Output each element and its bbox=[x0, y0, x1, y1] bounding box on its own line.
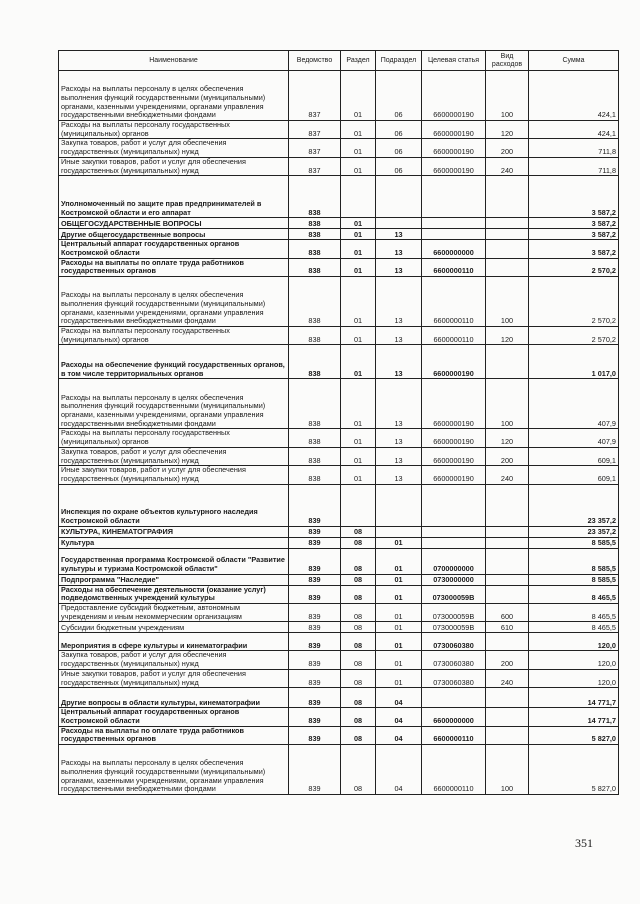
cell-sum: 711,8 bbox=[529, 139, 619, 157]
table-row bbox=[59, 258, 619, 276]
cell-razdel: 08 bbox=[341, 622, 376, 633]
cell-podrazdel: 13 bbox=[376, 379, 422, 429]
cell-vid bbox=[486, 218, 529, 229]
cell-vid bbox=[486, 548, 529, 574]
cell-razdel: 08 bbox=[341, 708, 376, 726]
cell-vedomstvo: 837 bbox=[289, 121, 341, 139]
cell-vedomstvo: 838 bbox=[289, 240, 341, 258]
table-row bbox=[59, 574, 619, 585]
cell-target: 6600000110 bbox=[422, 327, 486, 345]
cell-vedomstvo: 837 bbox=[289, 71, 341, 121]
cell-sum: 424,1 bbox=[529, 121, 619, 139]
cell-razdel: 01 bbox=[341, 71, 376, 121]
cell-vid bbox=[486, 176, 529, 218]
cell-target: 6600000110 bbox=[422, 745, 486, 795]
cell-razdel: 01 bbox=[341, 447, 376, 465]
cell-razdel: 01 bbox=[341, 218, 376, 229]
cell-razdel: 08 bbox=[341, 651, 376, 669]
cell-vedomstvo: 838 bbox=[289, 466, 341, 484]
cell-razdel: 01 bbox=[341, 229, 376, 240]
table-row bbox=[59, 537, 619, 548]
cell-sum: 424,1 bbox=[529, 71, 619, 121]
table-row bbox=[59, 651, 619, 669]
cell-razdel: 01 bbox=[341, 240, 376, 258]
cell-razdel: 08 bbox=[341, 537, 376, 548]
cell-podrazdel bbox=[376, 218, 422, 229]
cell-razdel: 08 bbox=[341, 688, 376, 708]
table-row bbox=[59, 726, 619, 744]
cell-vedomstvo: 839 bbox=[289, 622, 341, 633]
cell-target: 6600000110 bbox=[422, 277, 486, 327]
table-row bbox=[59, 379, 619, 429]
cell-vid bbox=[486, 537, 529, 548]
cell-name: Иные закупки товаров, работ и услуг для обеспечения государственных (муниципальных) нужд bbox=[59, 669, 289, 687]
cell-vid bbox=[486, 708, 529, 726]
cell-razdel: 01 bbox=[341, 139, 376, 157]
cell-name: Субсидии бюджетным учреждениям bbox=[59, 622, 289, 633]
cell-vid: 600 bbox=[486, 604, 529, 622]
cell-podrazdel: 01 bbox=[376, 548, 422, 574]
cell-vid: 100 bbox=[486, 277, 529, 327]
cell-razdel bbox=[341, 484, 376, 526]
cell-podrazdel: 01 bbox=[376, 604, 422, 622]
cell-sum: 3 587,2 bbox=[529, 240, 619, 258]
table-row bbox=[59, 176, 619, 218]
cell-vedomstvo: 839 bbox=[289, 548, 341, 574]
cell-name: Мероприятия в сфере культуры и кинематографии bbox=[59, 633, 289, 651]
cell-name: Закупка товаров, работ и услуг для обеспечения государственных (муниципальных) нужд bbox=[59, 139, 289, 157]
cell-target: 6600000190 bbox=[422, 429, 486, 447]
cell-vedomstvo: 839 bbox=[289, 585, 341, 603]
cell-name: Иные закупки товаров, работ и услуг для обеспечения государственных (муниципальных) нужд bbox=[59, 466, 289, 484]
col-header-vid: Вид расходов bbox=[486, 51, 529, 71]
table-row bbox=[59, 229, 619, 240]
cell-target: 6600000190 bbox=[422, 379, 486, 429]
cell-vid bbox=[486, 258, 529, 276]
cell-sum: 407,9 bbox=[529, 429, 619, 447]
cell-target: 073000059В bbox=[422, 604, 486, 622]
cell-name: Иные закупки товаров, работ и услуг для обеспечения государственных (муниципальных) нужд bbox=[59, 157, 289, 175]
cell-sum: 23 357,2 bbox=[529, 526, 619, 537]
cell-sum: 8 585,5 bbox=[529, 537, 619, 548]
cell-podrazdel: 13 bbox=[376, 429, 422, 447]
cell-sum: 120,0 bbox=[529, 651, 619, 669]
col-header-podrazdel: Подраздел bbox=[376, 51, 422, 71]
cell-vid: 200 bbox=[486, 651, 529, 669]
cell-vedomstvo: 838 bbox=[289, 277, 341, 327]
table-row bbox=[59, 548, 619, 574]
cell-vedomstvo: 839 bbox=[289, 633, 341, 651]
cell-razdel: 08 bbox=[341, 548, 376, 574]
cell-vid bbox=[486, 484, 529, 526]
cell-target: 6600000000 bbox=[422, 240, 486, 258]
cell-vedomstvo: 838 bbox=[289, 429, 341, 447]
cell-sum: 609,1 bbox=[529, 466, 619, 484]
cell-name: Культура bbox=[59, 537, 289, 548]
cell-podrazdel bbox=[376, 176, 422, 218]
cell-vid bbox=[486, 526, 529, 537]
cell-sum: 8 585,5 bbox=[529, 574, 619, 585]
cell-podrazdel: 01 bbox=[376, 633, 422, 651]
cell-name: Расходы на выплаты персоналу в целях обеспечения выполнения функций государственными (муниципальными) органами, казенными учреждениями, органами управления государственными внебюджетными фондами bbox=[59, 71, 289, 121]
cell-name: Закупка товаров, работ и услуг для обеспечения государственных (муниципальных) нужд bbox=[59, 651, 289, 669]
cell-vid bbox=[486, 574, 529, 585]
cell-name: Расходы на выплаты персоналу государственных (муниципальных) органов bbox=[59, 429, 289, 447]
cell-podrazdel: 06 bbox=[376, 121, 422, 139]
table-row bbox=[59, 622, 619, 633]
table-row bbox=[59, 708, 619, 726]
table-row bbox=[59, 429, 619, 447]
cell-podrazdel: 04 bbox=[376, 688, 422, 708]
cell-name: Подпрограмма "Наследие" bbox=[59, 574, 289, 585]
cell-name: Уполномоченный по защите прав предпринимателей в Костромской области и его аппарат bbox=[59, 176, 289, 218]
cell-podrazdel: 04 bbox=[376, 745, 422, 795]
cell-vedomstvo: 839 bbox=[289, 726, 341, 744]
cell-podrazdel: 13 bbox=[376, 447, 422, 465]
cell-vedomstvo: 838 bbox=[289, 229, 341, 240]
cell-razdel: 08 bbox=[341, 669, 376, 687]
cell-name: Расходы на выплаты персоналу в целях обеспечения выполнения функций государственными (муниципальными) органами, казенными учреждениями, органами управления государственными внебюджетными фондами bbox=[59, 277, 289, 327]
cell-vid: 120 bbox=[486, 429, 529, 447]
cell-podrazdel: 13 bbox=[376, 277, 422, 327]
cell-podrazdel bbox=[376, 526, 422, 537]
col-header-razdel: Раздел bbox=[341, 51, 376, 71]
cell-sum: 8 465,5 bbox=[529, 604, 619, 622]
cell-podrazdel: 01 bbox=[376, 537, 422, 548]
cell-vid: 240 bbox=[486, 157, 529, 175]
cell-target: 073000059В bbox=[422, 622, 486, 633]
cell-podrazdel: 13 bbox=[376, 229, 422, 240]
cell-sum: 2 570,2 bbox=[529, 277, 619, 327]
table-header-row bbox=[59, 51, 619, 71]
cell-podrazdel: 01 bbox=[376, 651, 422, 669]
cell-sum: 3 587,2 bbox=[529, 229, 619, 240]
cell-sum: 5 827,0 bbox=[529, 726, 619, 744]
cell-razdel: 08 bbox=[341, 585, 376, 603]
cell-razdel: 08 bbox=[341, 574, 376, 585]
cell-vid: 610 bbox=[486, 622, 529, 633]
cell-vid: 200 bbox=[486, 139, 529, 157]
cell-sum: 1 017,0 bbox=[529, 345, 619, 379]
cell-name: Центральный аппарат государственных органов Костромской области bbox=[59, 708, 289, 726]
cell-vedomstvo: 837 bbox=[289, 157, 341, 175]
cell-vedomstvo: 839 bbox=[289, 574, 341, 585]
cell-name: Другие вопросы в области культуры, кинематографии bbox=[59, 688, 289, 708]
cell-podrazdel: 13 bbox=[376, 240, 422, 258]
col-header-sum: Сумма bbox=[529, 51, 619, 71]
cell-podrazdel: 13 bbox=[376, 327, 422, 345]
cell-name: Расходы на выплаты персоналу государственных (муниципальных) органов bbox=[59, 121, 289, 139]
cell-target bbox=[422, 229, 486, 240]
cell-razdel: 08 bbox=[341, 726, 376, 744]
cell-target bbox=[422, 537, 486, 548]
cell-podrazdel bbox=[376, 484, 422, 526]
budget-table bbox=[58, 50, 619, 795]
cell-sum: 2 570,2 bbox=[529, 327, 619, 345]
table-row bbox=[59, 484, 619, 526]
page-number: 351 bbox=[575, 836, 593, 850]
cell-vedomstvo: 839 bbox=[289, 651, 341, 669]
cell-vedomstvo: 839 bbox=[289, 669, 341, 687]
cell-podrazdel: 01 bbox=[376, 622, 422, 633]
cell-name: Закупка товаров, работ и услуг для обеспечения государственных (муниципальных) нужд bbox=[59, 447, 289, 465]
table-row bbox=[59, 745, 619, 795]
cell-sum: 609,1 bbox=[529, 447, 619, 465]
cell-target bbox=[422, 526, 486, 537]
cell-sum: 8 465,5 bbox=[529, 622, 619, 633]
cell-razdel: 01 bbox=[341, 345, 376, 379]
cell-vedomstvo: 839 bbox=[289, 537, 341, 548]
cell-razdel: 01 bbox=[341, 466, 376, 484]
cell-target bbox=[422, 218, 486, 229]
cell-vedomstvo: 838 bbox=[289, 218, 341, 229]
cell-target: 0730000000 bbox=[422, 574, 486, 585]
cell-name: Расходы на обеспечение функций государственных органов, в том числе территориальных органов bbox=[59, 345, 289, 379]
cell-vedomstvo: 839 bbox=[289, 745, 341, 795]
cell-sum: 14 771,7 bbox=[529, 688, 619, 708]
cell-razdel: 01 bbox=[341, 121, 376, 139]
table-row bbox=[59, 277, 619, 327]
col-header-vedomstvo: Ведомство bbox=[289, 51, 341, 71]
cell-target: 0730060380 bbox=[422, 669, 486, 687]
table-row bbox=[59, 157, 619, 175]
table-row bbox=[59, 71, 619, 121]
cell-vedomstvo: 838 bbox=[289, 327, 341, 345]
cell-name: Расходы на выплаты персоналу в целях обеспечения выполнения функций государственными (муниципальными) органами, казенными учреждениями, органами управления государственными внебюджетными фондами bbox=[59, 379, 289, 429]
cell-name: Другие общегосударственные вопросы bbox=[59, 229, 289, 240]
cell-target: 6600000190 bbox=[422, 139, 486, 157]
cell-razdel: 08 bbox=[341, 604, 376, 622]
cell-sum: 3 587,2 bbox=[529, 218, 619, 229]
cell-vid bbox=[486, 240, 529, 258]
cell-vedomstvo: 837 bbox=[289, 139, 341, 157]
cell-razdel: 08 bbox=[341, 745, 376, 795]
table-row bbox=[59, 139, 619, 157]
cell-name: Расходы на выплаты по оплате труда работников государственных органов bbox=[59, 726, 289, 744]
cell-target: 6600000190 bbox=[422, 71, 486, 121]
cell-podrazdel: 13 bbox=[376, 258, 422, 276]
table-row bbox=[59, 526, 619, 537]
cell-name: Расходы на выплаты по оплате труда работников государственных органов bbox=[59, 258, 289, 276]
cell-name: Расходы на выплаты персоналу в целях обеспечения выполнения функций государственными (муниципальными) органами, казенными учреждениями, органами управления государственными внебюджетными фондами bbox=[59, 745, 289, 795]
cell-podrazdel: 06 bbox=[376, 71, 422, 121]
table-row bbox=[59, 466, 619, 484]
cell-target: 6600000190 bbox=[422, 466, 486, 484]
cell-podrazdel: 01 bbox=[376, 585, 422, 603]
cell-sum: 711,8 bbox=[529, 157, 619, 175]
cell-sum: 407,9 bbox=[529, 379, 619, 429]
table-row bbox=[59, 327, 619, 345]
cell-vedomstvo: 839 bbox=[289, 604, 341, 622]
cell-podrazdel: 13 bbox=[376, 466, 422, 484]
cell-name: Центральный аппарат государственных органов Костромской области bbox=[59, 240, 289, 258]
cell-razdel bbox=[341, 176, 376, 218]
cell-name: Государственная программа Костромской области "Развитие культуры и туризма Костромской области" bbox=[59, 548, 289, 574]
cell-target bbox=[422, 176, 486, 218]
cell-sum: 8 585,5 bbox=[529, 548, 619, 574]
cell-sum: 8 465,5 bbox=[529, 585, 619, 603]
cell-target: 6600000190 bbox=[422, 447, 486, 465]
cell-vedomstvo: 838 bbox=[289, 176, 341, 218]
cell-name: КУЛЬТУРА, КИНЕМАТОГРАФИЯ bbox=[59, 526, 289, 537]
table-row bbox=[59, 447, 619, 465]
table-row bbox=[59, 240, 619, 258]
cell-vid: 120 bbox=[486, 327, 529, 345]
cell-vid: 120 bbox=[486, 121, 529, 139]
cell-vid: 240 bbox=[486, 466, 529, 484]
cell-podrazdel: 04 bbox=[376, 726, 422, 744]
table-row bbox=[59, 669, 619, 687]
cell-sum: 2 570,2 bbox=[529, 258, 619, 276]
cell-podrazdel: 06 bbox=[376, 139, 422, 157]
cell-target: 6600000110 bbox=[422, 258, 486, 276]
cell-razdel: 01 bbox=[341, 277, 376, 327]
cell-vid: 100 bbox=[486, 71, 529, 121]
cell-vid: 100 bbox=[486, 745, 529, 795]
cell-razdel: 01 bbox=[341, 429, 376, 447]
cell-vedomstvo: 839 bbox=[289, 484, 341, 526]
cell-vid bbox=[486, 688, 529, 708]
cell-razdel: 01 bbox=[341, 157, 376, 175]
col-header-target: Целевая статья bbox=[422, 51, 486, 71]
cell-name: Расходы на выплаты персоналу государственных (муниципальных) органов bbox=[59, 327, 289, 345]
cell-vid: 240 bbox=[486, 669, 529, 687]
cell-target: 0730060380 bbox=[422, 633, 486, 651]
cell-vedomstvo: 839 bbox=[289, 526, 341, 537]
cell-razdel: 01 bbox=[341, 379, 376, 429]
cell-name: Предоставление субсидий бюджетным, автономным учреждениям и иным некоммерческим организациям bbox=[59, 604, 289, 622]
cell-sum: 120,0 bbox=[529, 669, 619, 687]
cell-vid bbox=[486, 726, 529, 744]
cell-razdel: 01 bbox=[341, 258, 376, 276]
table-row bbox=[59, 585, 619, 603]
cell-razdel: 01 bbox=[341, 327, 376, 345]
cell-podrazdel: 06 bbox=[376, 157, 422, 175]
table-row bbox=[59, 218, 619, 229]
table-row bbox=[59, 633, 619, 651]
cell-podrazdel: 04 bbox=[376, 708, 422, 726]
cell-podrazdel: 13 bbox=[376, 345, 422, 379]
cell-sum: 5 827,0 bbox=[529, 745, 619, 795]
col-header-name: Наименование bbox=[59, 51, 289, 71]
cell-target bbox=[422, 688, 486, 708]
cell-name: Инспекция по охране объектов культурного наследия Костромской области bbox=[59, 484, 289, 526]
cell-sum: 3 587,2 bbox=[529, 176, 619, 218]
table-row bbox=[59, 121, 619, 139]
cell-podrazdel: 01 bbox=[376, 669, 422, 687]
cell-vid: 200 bbox=[486, 447, 529, 465]
cell-target: 6600000190 bbox=[422, 121, 486, 139]
cell-vid bbox=[486, 633, 529, 651]
cell-name: Расходы на обеспечение деятельности (оказание услуг) подведомственных учреждений культуры bbox=[59, 585, 289, 603]
cell-target: 0730060380 bbox=[422, 651, 486, 669]
cell-vedomstvo: 839 bbox=[289, 688, 341, 708]
cell-vid bbox=[486, 229, 529, 240]
cell-target: 6600000110 bbox=[422, 726, 486, 744]
cell-vedomstvo: 838 bbox=[289, 345, 341, 379]
cell-target: 0700000000 bbox=[422, 548, 486, 574]
cell-vid bbox=[486, 585, 529, 603]
cell-razdel: 08 bbox=[341, 633, 376, 651]
cell-razdel: 08 bbox=[341, 526, 376, 537]
cell-name: ОБЩЕГОСУДАРСТВЕННЫЕ ВОПРОСЫ bbox=[59, 218, 289, 229]
cell-vedomstvo: 838 bbox=[289, 379, 341, 429]
cell-target bbox=[422, 484, 486, 526]
cell-target: 6600000190 bbox=[422, 157, 486, 175]
cell-podrazdel: 01 bbox=[376, 574, 422, 585]
cell-target: 073000059В bbox=[422, 585, 486, 603]
cell-vid bbox=[486, 345, 529, 379]
cell-sum: 120,0 bbox=[529, 633, 619, 651]
table-row bbox=[59, 345, 619, 379]
cell-vedomstvo: 838 bbox=[289, 447, 341, 465]
cell-vedomstvo: 838 bbox=[289, 258, 341, 276]
table-row bbox=[59, 688, 619, 708]
table-row bbox=[59, 604, 619, 622]
cell-sum: 14 771,7 bbox=[529, 708, 619, 726]
cell-sum: 23 357,2 bbox=[529, 484, 619, 526]
cell-target: 6600000000 bbox=[422, 708, 486, 726]
cell-target: 6600000190 bbox=[422, 345, 486, 379]
cell-vid: 100 bbox=[486, 379, 529, 429]
cell-vedomstvo: 839 bbox=[289, 708, 341, 726]
